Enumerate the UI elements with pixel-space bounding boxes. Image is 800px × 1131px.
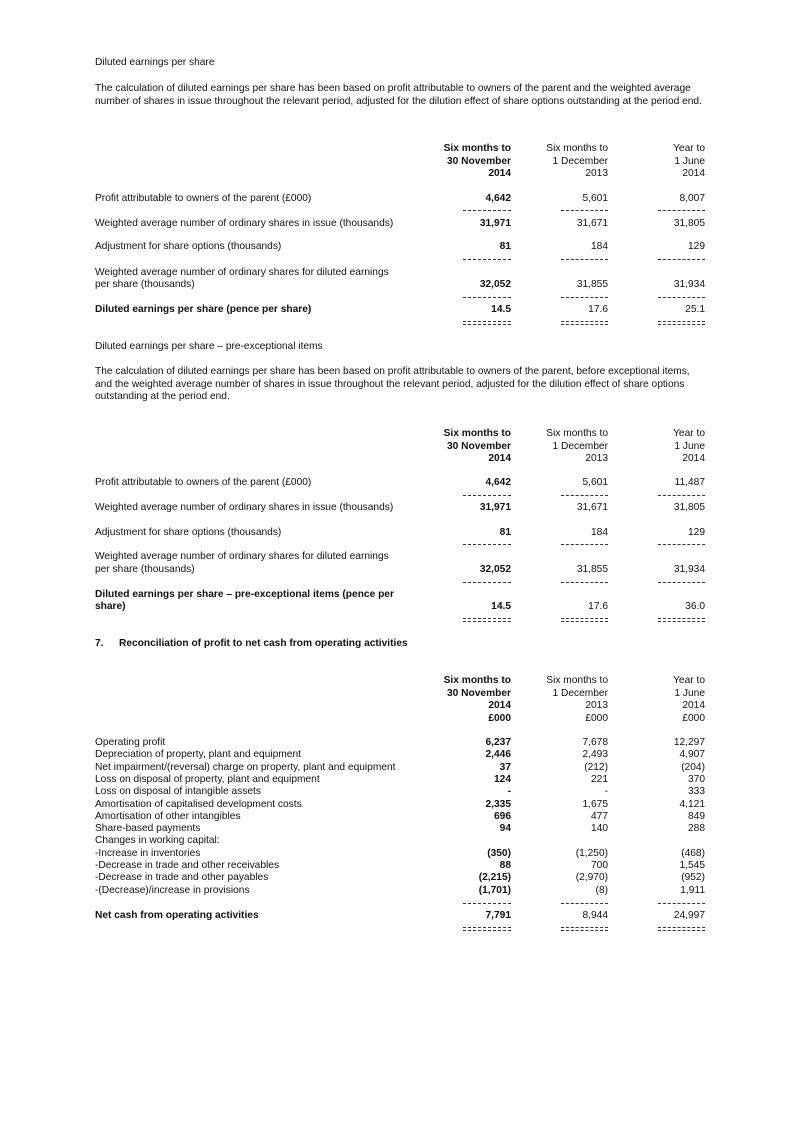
cashflow-cell-value: 124 — [494, 774, 511, 785]
cashflow-cell-value: (1,250) — [575, 848, 608, 859]
cashflow-row-label: Loss on disposal of property, plant and equipment — [95, 774, 320, 785]
cashflow-cell-value: 37 — [499, 762, 511, 773]
cashflow-cell-value: 1,545 — [679, 860, 705, 871]
cashflow-cell-value: (8) — [595, 885, 608, 896]
row-label: per share (thousands) — [95, 279, 195, 290]
cashflow-cell-value: (952) — [681, 872, 705, 883]
cell-value: 5,601 — [582, 193, 608, 204]
cashflow-row-label: -Decrease in trade and other payables — [95, 872, 269, 883]
cashflow-cell-value: 12,297 — [673, 737, 705, 748]
cashflow-row-label: Share-based payments — [95, 823, 201, 834]
section-paragraph: The calculation of diluted earnings per share has been based on profit attributable to owners of the parent, before exceptional items, and the weighted average number of shares in issue throughout the relevant period, adjusted for the dilution effect of share options outstanding at the period end. — [95, 366, 690, 402]
cashflow-row-label: Amortisation of capitalised development costs — [95, 799, 302, 810]
cashflow-cell-value: 94 — [499, 823, 511, 834]
column-header-fy-2014: Year to 1 June 2014 — [673, 143, 705, 179]
total-double-rule — [658, 927, 705, 931]
row-label: Adjustment for share options (thousands) — [95, 527, 282, 538]
subtotal-rule — [658, 297, 705, 298]
cell-value: 11,487 — [674, 477, 705, 488]
subtotal-rule — [658, 495, 705, 496]
cashflow-cell-value: 1,911 — [680, 885, 705, 896]
column-header-h1-2014: Six months to 30 November 2014 — [443, 143, 511, 179]
subtotal-rule — [658, 544, 705, 545]
cashflow-row-label: Net impairment/(reversal) charge on property, plant and equipment — [95, 762, 396, 773]
cashflow-cell-value: - — [604, 786, 608, 797]
cashflow-cell-value: (2,970) — [575, 872, 608, 883]
column-header-h1-2014: Six months to 30 November 2014 — [443, 428, 511, 464]
column-header-h1-2013: Six months to 1 December 2013 — [546, 428, 608, 464]
subtotal-rule — [463, 259, 511, 260]
row-label: Profit attributable to owners of the parent (£000) — [95, 477, 312, 488]
cell-value: 4,642 — [485, 477, 511, 488]
cashflow-cell-value: 4,121 — [679, 799, 705, 810]
subtotal-rule — [463, 495, 511, 496]
cashflow-row-label: Changes in working capital: — [95, 835, 220, 846]
cashflow-row-label: Operating profit — [95, 737, 166, 748]
subtotal-rule — [658, 210, 705, 211]
subtotal-rule — [658, 259, 705, 260]
cashflow-cell-value: (2,215) — [478, 872, 511, 883]
cell-value: 184 — [591, 527, 608, 538]
subtotal-rule — [463, 903, 511, 904]
cashflow-cell-value: (212) — [584, 762, 608, 773]
cashflow-row-label: Loss on disposal of intangible assets — [95, 786, 261, 797]
section-title: Diluted earnings per share – pre-exceptional items — [95, 341, 323, 352]
cell-value: 8,007 — [679, 193, 705, 204]
subtotal-rule — [463, 297, 511, 298]
cell-value: 31,805 — [673, 218, 705, 229]
cell-value: 129 — [688, 527, 705, 538]
cell-value: 36.0 — [685, 601, 705, 612]
subtotal-rule — [561, 495, 608, 496]
cell-value: 32,052 — [479, 564, 511, 575]
subtotal-rule — [463, 582, 511, 583]
section-heading: Reconciliation of profit to net cash from operating activities — [119, 638, 408, 649]
subtotal-rule — [561, 259, 608, 260]
cashflow-cell-value: 849 — [688, 811, 705, 822]
cell-value: 31,934 — [673, 564, 705, 575]
cashflow-row-label: -(Decrease)/increase in provisions — [95, 885, 250, 896]
cashflow-row-label: Amortisation of other intangibles — [95, 811, 241, 822]
cashflow-cell-value: 2,446 — [485, 749, 511, 760]
cashflow-cell-value: 1,675 — [582, 799, 608, 810]
cashflow-cell-value: 700 — [591, 860, 608, 871]
total-double-rule — [463, 927, 511, 931]
cell-value: 81 — [499, 241, 511, 252]
total-double-rule — [463, 321, 511, 325]
cashflow-cell-value: 696 — [494, 811, 511, 822]
column-header-fy-2014: Year to 1 June 2014 — [673, 428, 705, 464]
total-double-rule — [561, 321, 608, 325]
cell-value: 31,971 — [479, 218, 511, 229]
cell-value: 25.1 — [685, 304, 705, 315]
cell-value: 184 — [591, 241, 608, 252]
section-number: 7. — [95, 638, 104, 649]
total-double-rule — [658, 618, 705, 622]
cell-value: 81 — [499, 527, 511, 538]
cell-value: 31,855 — [576, 279, 608, 290]
column-header-h1-2013: Six months to 1 December 2013 £000 — [546, 675, 608, 724]
total-double-rule — [463, 618, 511, 622]
cell-value: 17.6 — [588, 304, 608, 315]
cell-value: 31,855 — [576, 564, 608, 575]
cashflow-cell-value: - — [507, 786, 511, 797]
section-paragraph: The calculation of diluted earnings per share has been based on profit attributable to owners of the parent and the weighted average number of shares in issue throughout the relevant period, adjusted for the dilution effect of share options outstanding at the period end. — [95, 83, 702, 107]
cell-value: 32,052 — [479, 279, 511, 290]
row-label: Weighted average number of ordinary shares for diluted earnings — [95, 267, 389, 278]
cell-value: 129 — [688, 241, 705, 252]
cashflow-cell-value: 333 — [688, 786, 705, 797]
cashflow-cell-value: 221 — [591, 774, 608, 785]
cashflow-cell-value: 4,907 — [679, 749, 705, 760]
cashflow-cell-value: (1,701) — [478, 885, 511, 896]
total-value: 7,791 — [485, 910, 511, 921]
cashflow-row-label: Depreciation of property, plant and equipment — [95, 749, 301, 760]
cashflow-row-label: -Decrease in trade and other receivables — [95, 860, 280, 871]
row-label: share) — [95, 601, 126, 612]
cashflow-cell-value: 88 — [499, 860, 511, 871]
row-label: Weighted average number of ordinary shares in issue (thousands) — [95, 502, 394, 513]
cashflow-cell-value: 6,237 — [485, 737, 511, 748]
subtotal-rule — [463, 544, 511, 545]
cell-value: 14.5 — [491, 304, 511, 315]
cell-value: 31,971 — [479, 502, 511, 513]
cell-value: 31,671 — [576, 218, 608, 229]
total-double-rule — [561, 927, 608, 931]
subtotal-rule — [561, 210, 608, 211]
subtotal-rule — [561, 297, 608, 298]
cell-value: 31,671 — [576, 502, 608, 513]
cashflow-cell-value: 7,678 — [582, 737, 608, 748]
cell-value: 14.5 — [491, 601, 511, 612]
total-value: 24,997 — [673, 910, 705, 921]
subtotal-rule — [561, 544, 608, 545]
column-header-h1-2013: Six months to 1 December 2013 — [546, 143, 608, 179]
row-label: Weighted average number of ordinary shares for diluted earnings — [95, 551, 389, 562]
cashflow-cell-value: 477 — [591, 811, 608, 822]
subtotal-rule — [463, 210, 511, 211]
section-title: Diluted earnings per share — [95, 57, 215, 68]
cell-value: 5,601 — [582, 477, 608, 488]
total-label: Net cash from operating activities — [95, 910, 259, 921]
subtotal-rule — [658, 903, 705, 904]
cashflow-cell-value: 2,335 — [485, 799, 511, 810]
cashflow-cell-value: 140 — [591, 823, 608, 834]
row-label: Diluted earnings per share (pence per share) — [95, 304, 312, 315]
cashflow-cell-value: (350) — [487, 848, 511, 859]
subtotal-rule — [561, 903, 608, 904]
row-label: Profit attributable to owners of the parent (£000) — [95, 193, 312, 204]
row-label: Diluted earnings per share – pre-exceptional items (pence per — [95, 589, 394, 600]
row-label: Adjustment for share options (thousands) — [95, 241, 282, 252]
subtotal-rule — [561, 582, 608, 583]
cell-value: 17.6 — [588, 601, 608, 612]
subtotal-rule — [658, 582, 705, 583]
column-header-fy-2014: Year to 1 June 2014 £000 — [673, 675, 705, 724]
total-double-rule — [561, 618, 608, 622]
row-label: Weighted average number of ordinary shares in issue (thousands) — [95, 218, 394, 229]
cashflow-cell-value: (204) — [681, 762, 705, 773]
cashflow-cell-value: (468) — [681, 848, 705, 859]
cashflow-cell-value: 288 — [688, 823, 705, 834]
total-value: 8,944 — [582, 910, 608, 921]
row-label: per share (thousands) — [95, 564, 195, 575]
cell-value: 4,642 — [485, 193, 511, 204]
cashflow-row-label: -Increase in inventories — [95, 848, 201, 859]
cashflow-cell-value: 2,493 — [582, 749, 608, 760]
column-header-h1-2014: Six months to 30 November 2014 £000 — [443, 675, 511, 724]
cell-value: 31,805 — [673, 502, 705, 513]
total-double-rule — [658, 321, 705, 325]
cashflow-cell-value: 370 — [688, 774, 705, 785]
cell-value: 31,934 — [673, 279, 705, 290]
